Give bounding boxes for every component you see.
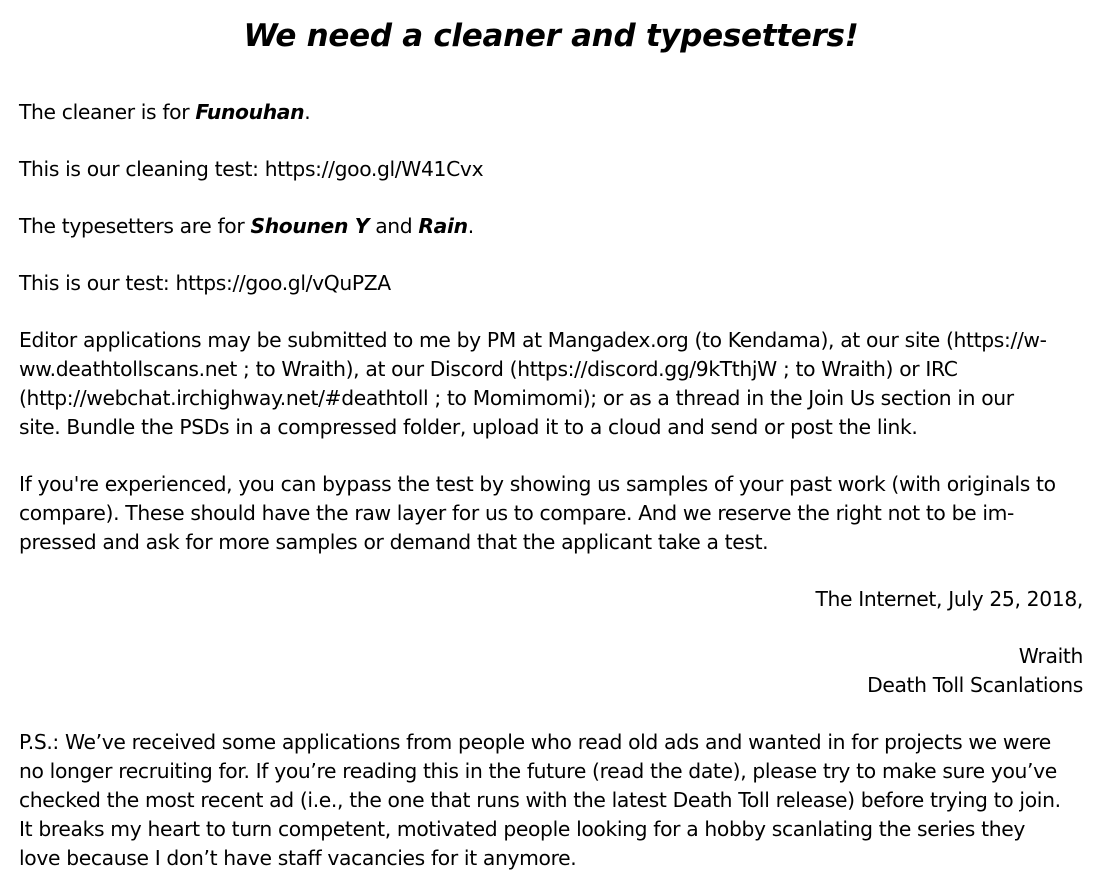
editor-line: ww.deathtollscans.net ; to Wraith), at our Discord (https://discord.gg/9kTthjW ; to Wraith) or IRC: [19, 357, 958, 381]
experienced-line: compare). These should have the raw layer for us to compare. And we reserve the right not to be im-: [19, 501, 1015, 525]
ps-line: checked the most recent ad (i.e., the one that runs with the latest Death Toll release) before trying to join.: [19, 788, 1061, 812]
cleaning-test-paragraph: This is our cleaning test: https://goo.gl/W41Cvx: [19, 157, 484, 181]
editor-line: site. Bundle the PSDs in a compressed folder, upload it to a cloud and send or post the link.: [19, 415, 918, 439]
recruitment-notice: [19, 14, 1083, 873]
ps-line: no longer recruiting for. If you’re reading this in the future (read the date), please try to make sure you’ve: [19, 759, 1057, 783]
experienced-line: If you're experienced, you can bypass the test by showing us samples of your past work (with originals to: [19, 472, 1056, 496]
dateline: The Internet, July 25, 2018,: [815, 587, 1083, 611]
typesetter-joiner: and: [369, 214, 419, 238]
editor-applications-paragraph: [19, 326, 1083, 442]
ps-paragraph: [19, 728, 1083, 873]
signature: [19, 642, 1083, 700]
experienced-paragraph: [19, 470, 1083, 557]
typesetter-project-rain: Rain: [418, 214, 468, 238]
page-title: We need a cleaner and typesetters!: [243, 18, 859, 54]
ps-line: P.S.: We’ve received some applications from people who read old ads and wanted in for projects we were: [19, 730, 1051, 754]
typeset-test-paragraph: This is our test: https://goo.gl/vQuPZA: [19, 271, 391, 295]
ps-line: It breaks my heart to turn competent, motivated people looking for a hobby scanlating the series they: [19, 817, 1026, 841]
typesetter-paragraph: [19, 212, 1083, 241]
cleaner-paragraph: [19, 98, 1083, 127]
signature-group: Death Toll Scanlations: [867, 673, 1083, 697]
cleaner-suffix: .: [304, 100, 311, 124]
ps-line: love because I don’t have staff vacancies for it anymore.: [19, 846, 577, 870]
experienced-line: pressed and ask for more samples or demand that the applicant take a test.: [19, 530, 769, 554]
editor-line: (http://webchat.irchighway.net/#deathtoll ; to Momimomi); or as a thread in the Join Us section in our: [19, 386, 1014, 410]
typesetter-project-shounen-y: Shounen Y: [250, 214, 370, 238]
editor-line: Editor applications may be submitted to me by PM at Mangadex.org (to Kendama), at our site (https://w-: [19, 328, 1047, 352]
cleaner-prefix: The cleaner is for: [19, 100, 196, 124]
typesetter-prefix: The typesetters are for: [19, 214, 251, 238]
typesetter-suffix: .: [467, 214, 474, 238]
cleaner-project-name: Funouhan: [195, 100, 305, 124]
signature-name: Wraith: [1018, 644, 1083, 668]
